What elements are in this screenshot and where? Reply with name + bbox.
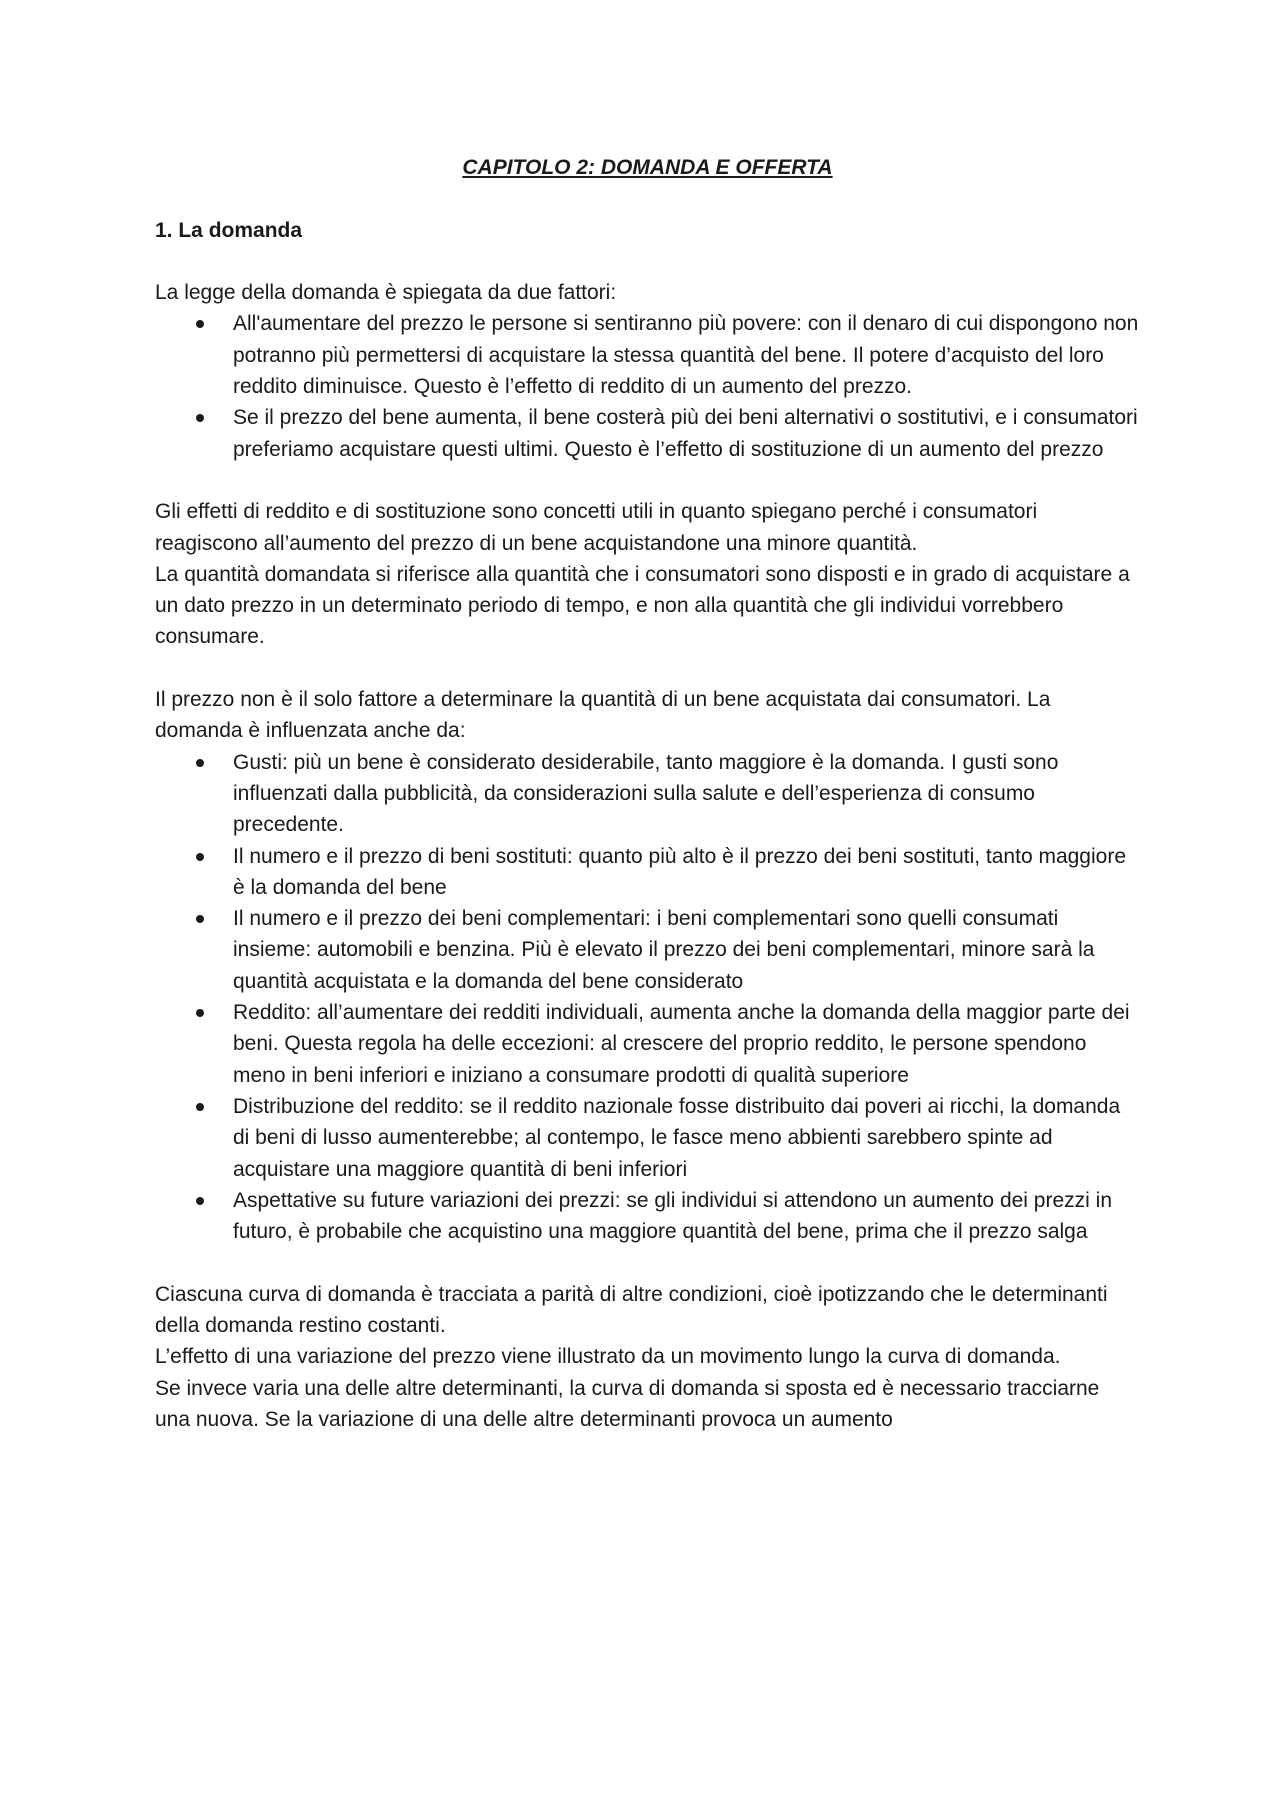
bullet-icon bbox=[196, 1009, 204, 1017]
bullet-icon bbox=[196, 853, 204, 861]
list-item bbox=[155, 841, 1140, 904]
list-item-text: Aspettative su future variazioni dei prezzi: se gli individui si attendono un aumento dei prezzi in futuro, è probabile che acquistino una maggiore quantità del bene, prima che il prezzo salga bbox=[233, 1188, 1112, 1244]
bullet-icon bbox=[196, 915, 204, 923]
list-item bbox=[155, 1091, 1140, 1185]
bullet-icon bbox=[196, 320, 204, 328]
demand-factors-list bbox=[155, 747, 1140, 1248]
list-item bbox=[155, 997, 1140, 1091]
list-item-text: Distribuzione del reddito: se il reddito nazionale fosse distribuito dai poveri ai ricchi, la domanda di beni di lusso aumenterebbe; al contempo, le fasce meno abbienti sarebbero spinte ad acquistare una maggiore quantità di beni inferiori bbox=[233, 1094, 1121, 1181]
demand-law-list bbox=[155, 308, 1140, 464]
list-item bbox=[155, 903, 1140, 997]
section-heading: 1. La domanda bbox=[155, 218, 303, 242]
list-item-text: Il numero e il prezzo di beni sostituti: quanto più alto è il prezzo dei beni sostituti, tanto maggiore è la domanda del bene bbox=[233, 844, 1127, 899]
curve-paragraph: Ciascuna curva di domanda è tracciata a parità di altre condizioni, cioè ipotizzando che le determinanti della domanda restino costanti. bbox=[155, 1282, 1108, 1337]
list-item-text: Gusti: più un bene è considerato desiderabile, tanto maggiore è la domanda. I gusti sono influenzati dalla pubblicità, da considerazioni sulla salute e dell’esperienza di consumo precedente. bbox=[233, 750, 1059, 837]
intro-paragraph: La legge della domanda è spiegata da due fattori: bbox=[155, 281, 617, 305]
effects-paragraph: Gli effetti di reddito e di sostituzione sono concetti utili in quanto spiegano perché i consumatori reagiscono all’aumento del prezzo di un bene acquistandone una minore quantità. bbox=[155, 500, 1038, 555]
list-item-text: Il numero e il prezzo dei beni complementari: i beni complementari sono quelli consumati insieme: automobili e benzina. Più è elevato il prezzo dei beni complementari, minore sarà la quantità acquistata e la domanda del bene considerato bbox=[233, 907, 1095, 993]
bullet-icon bbox=[196, 1103, 204, 1111]
bullet-icon bbox=[196, 414, 204, 422]
list-item bbox=[155, 747, 1140, 841]
list-item bbox=[155, 402, 1140, 465]
list-item bbox=[155, 1185, 1140, 1248]
movement-paragraph: L’effetto di una variazione del prezzo viene illustrato da un movimento lungo la curva di domanda. bbox=[155, 1345, 1061, 1369]
bullet-icon bbox=[196, 759, 204, 767]
chapter-title: CAPITOLO 2: DOMANDA E OFFERTA bbox=[462, 156, 833, 179]
shift-paragraph: Se invece varia una delle altre determinanti, la curva di domanda si sposta ed è necessario tracciarne una nuova. Se la variazione di una delle altre determinanti provoca un aumento bbox=[155, 1376, 1100, 1431]
price-paragraph: Il prezzo non è il solo fattore a determinare la quantità di un bene acquistata dai consumatori. La domanda è influenzata anche da: bbox=[155, 688, 1051, 743]
document-content bbox=[155, 152, 1140, 1435]
list-item bbox=[155, 308, 1140, 402]
quantity-paragraph: La quantità domandata si riferisce alla quantità che i consumatori sono disposti e in grado di acquistare a un dato prezzo in un determinato periodo di tempo, e non alla quantità che gli individui vorrebbero consumare. bbox=[155, 562, 1130, 649]
bullet-icon bbox=[196, 1197, 204, 1205]
spacer bbox=[155, 465, 1140, 496]
list-item-text: Reddito: all’aumentare dei redditi individuali, aumenta anche la domanda della maggior parte dei beni. Questa regola ha delle eccezioni: al crescere del proprio reddito, le persone spendono meno in beni inferiori e iniziano a consumare prodotti di qualità superiore bbox=[233, 1001, 1130, 1087]
spacer bbox=[155, 653, 1140, 684]
list-item-text: All'aumentare del prezzo le persone si sentiranno più povere: con il denaro di cui dispongono non potranno più permettersi di acquistare la stessa quantità del bene. Il potere d’acquisto del loro reddito diminuisce. Questo è l’effetto di reddito di un aumento del prezzo. bbox=[233, 312, 1139, 399]
list-item-text: Se il prezzo del bene aumenta, il bene costerà più dei beni alternativi o sostitutivi, e i consumatori preferiamo acquistare questi ultimi. Questo è l’effetto di sostituzione di un aumento del prezzo bbox=[233, 406, 1138, 461]
spacer bbox=[155, 1247, 1140, 1278]
